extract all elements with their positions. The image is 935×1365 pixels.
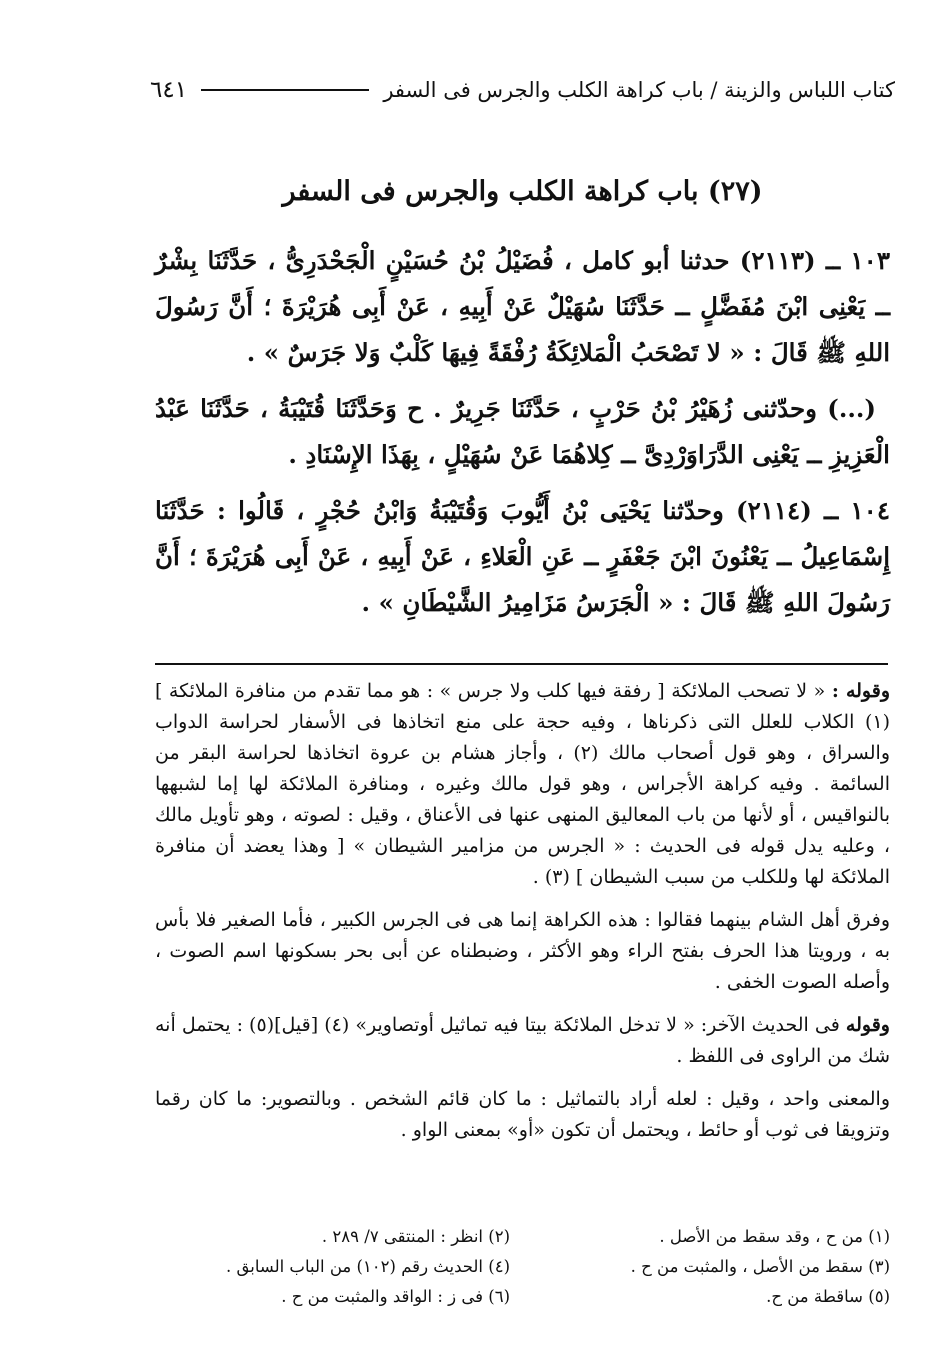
commentary-paragraph bbox=[155, 1084, 890, 1146]
commentary-text: وفرق أهل الشام بينهما فقالوا : هذه الكراهة إنما هى فى الجرس الكبير ، فأما الصغير فلا بأس به ، ورويتا هذا الحرف بفتح الراء وهو الأكثر ، وضبطناه عن أبى بحر بسكونها اسم الصوت ، وأصله الصوت الخفى . bbox=[155, 909, 890, 993]
commentary-lead: وقوله : bbox=[831, 680, 890, 702]
chapter-title: (٢٧) باب كراهة الكلب والجرس فى السفر bbox=[282, 176, 763, 207]
page-number: ٦٤١ bbox=[150, 77, 188, 103]
running-title: كتاب اللباس والزينة / باب كراهة الكلب والجرس فى السفر bbox=[383, 78, 895, 102]
commentary-paragraph bbox=[155, 905, 890, 998]
commentary bbox=[155, 676, 890, 1158]
commentary-lead: وقوله bbox=[845, 1014, 890, 1036]
header-rule bbox=[201, 89, 369, 91]
commentary-text: والمعنى واحد ، وقيل : لعله أراد بالتماثيل : ما كان قائم الشخص . وبالتصوير: ما كان رقما وتزويقا فى ثوب أو حائط ، ويحتمل أن تكون «أو» بمعنى الواو . bbox=[155, 1088, 890, 1141]
hadith-103-chain: (...) وحدّثنى زُهَيْرُ بْنُ حَرْبٍ ، حَدَّثَنَا جَرِيرٌ . ح وَحَدَّثَنَا قُتَيْبَةُ ، حَدَّثَنَا عَبْدُ الْعَزِيزِ ــ يَعْنِى الدَّرَاوَرْدِىَّ ــ كِلاهُمَا عَنْ سُهَيْلٍ ، بِهَذَا الإِسْنَادِ . bbox=[155, 394, 890, 469]
footnote-4: (٤) الحديث رقم (١٠٢) من الباب السابق . bbox=[225, 1257, 510, 1276]
footnotes bbox=[170, 1222, 890, 1312]
footnote-6: (٦) فى ز : الواقد والمثبت من ح . bbox=[281, 1287, 510, 1306]
running-header bbox=[150, 70, 895, 110]
section-divider bbox=[155, 663, 888, 665]
footnote-2: (٢) انظر : المنتقى ٧/ ٢٨٩ . bbox=[321, 1227, 510, 1246]
hadith-103: ١٠٣ ــ (٢١١٣) حدثنا أبو كامل ، فُضَيْلُ بْنُ حُسَيْنٍ الْجَحْدَرِىُّ ، حَدَّثَنَا بِشْرٌ ــ يَعْنِى ابْنَ مُفَضَّلٍ ــ حَدَّثَنَا سُهَيْلٌ عَنْ أَبِيهِ ، عَنْ أَبِى هُرَيْرَةَ ؛ أَنَّ رَسُولَ اللهِ ﷺ قَالَ : « لا تَصْحَبُ الْمَلائِكَةُ رُفْقَةً فِيهَا كَلْبٌ وَلا جَرَسٌ » . bbox=[155, 246, 890, 367]
commentary-paragraph bbox=[155, 1010, 890, 1072]
hadith-text bbox=[155, 238, 890, 636]
hadith-104: ١٠٤ ــ (٢١١٤) وحدّثنا يَحْيَى بْنُ أَيُّوبَ وَقُتَيْبَةُ وَابْنُ حُجْرٍ ، قَالُوا : حَدَّثَنَا إِسْمَاعِيلُ ــ يَعْنُونَ ابْنَ جَعْفَرٍ ــ عَنِ الْعَلاءِ ، عَنْ أَبِيهِ ، عَنْ أَبِى هُرَيْرَةَ ؛ أَنَّ رَسُولَ اللهِ ﷺ قَالَ : « الْجَرَسُ مَزَامِيرُ الشَّيْطَانِ » . bbox=[155, 496, 890, 617]
commentary-text: « لا تصحب الملائكة [ رفقة فيها كلب ولا جرس » : هو مما تقدم من منافرة الملائكة ] (١) الكلاب للعلل التى ذكرناها ، وفيه حجة على منع اتخاذها فى الأسفار لحراسة الدواب والسراق ، وهو قول أصحاب مالك (٢) ، وأجاز هشام بن عروة اتخاذها لحراسة البقر من السائمة . وفيه كراهة الأجراس ، وهو قول مالك وغيره ، ومنافرة الملائكة لها إما لشبهها بالنواقيس ، أو لأنها من باب المعاليق المنهى عنها فى الأعناق ، وقيل : لصوته ، وهو تأويل مالك ، وعليه يدل قوله فى الحديث : « الجرس من مزامير الشيطان » [ وهذا يعضد أن منافرة الملائكة لها وللكلب من سبب الشيطان ] (٣) . bbox=[155, 680, 890, 888]
commentary-text: فى الحديث الآخر: « لا تدخل الملائكة بيتا فيه تماثيل أوتصاوير» (٤) [قيل](٥) : يحتمل أنه شك من الراوى فى اللفظ . bbox=[155, 1014, 890, 1067]
footnote-1: (١) من ح ، وقد سقط من الأصل . bbox=[659, 1227, 890, 1246]
commentary-paragraph bbox=[155, 676, 890, 893]
footnote-3: (٣) سقط من الأصل ، والمثبت من ح . bbox=[630, 1257, 890, 1276]
footnote-5: (٥) ساقطة من ح. bbox=[766, 1287, 890, 1306]
